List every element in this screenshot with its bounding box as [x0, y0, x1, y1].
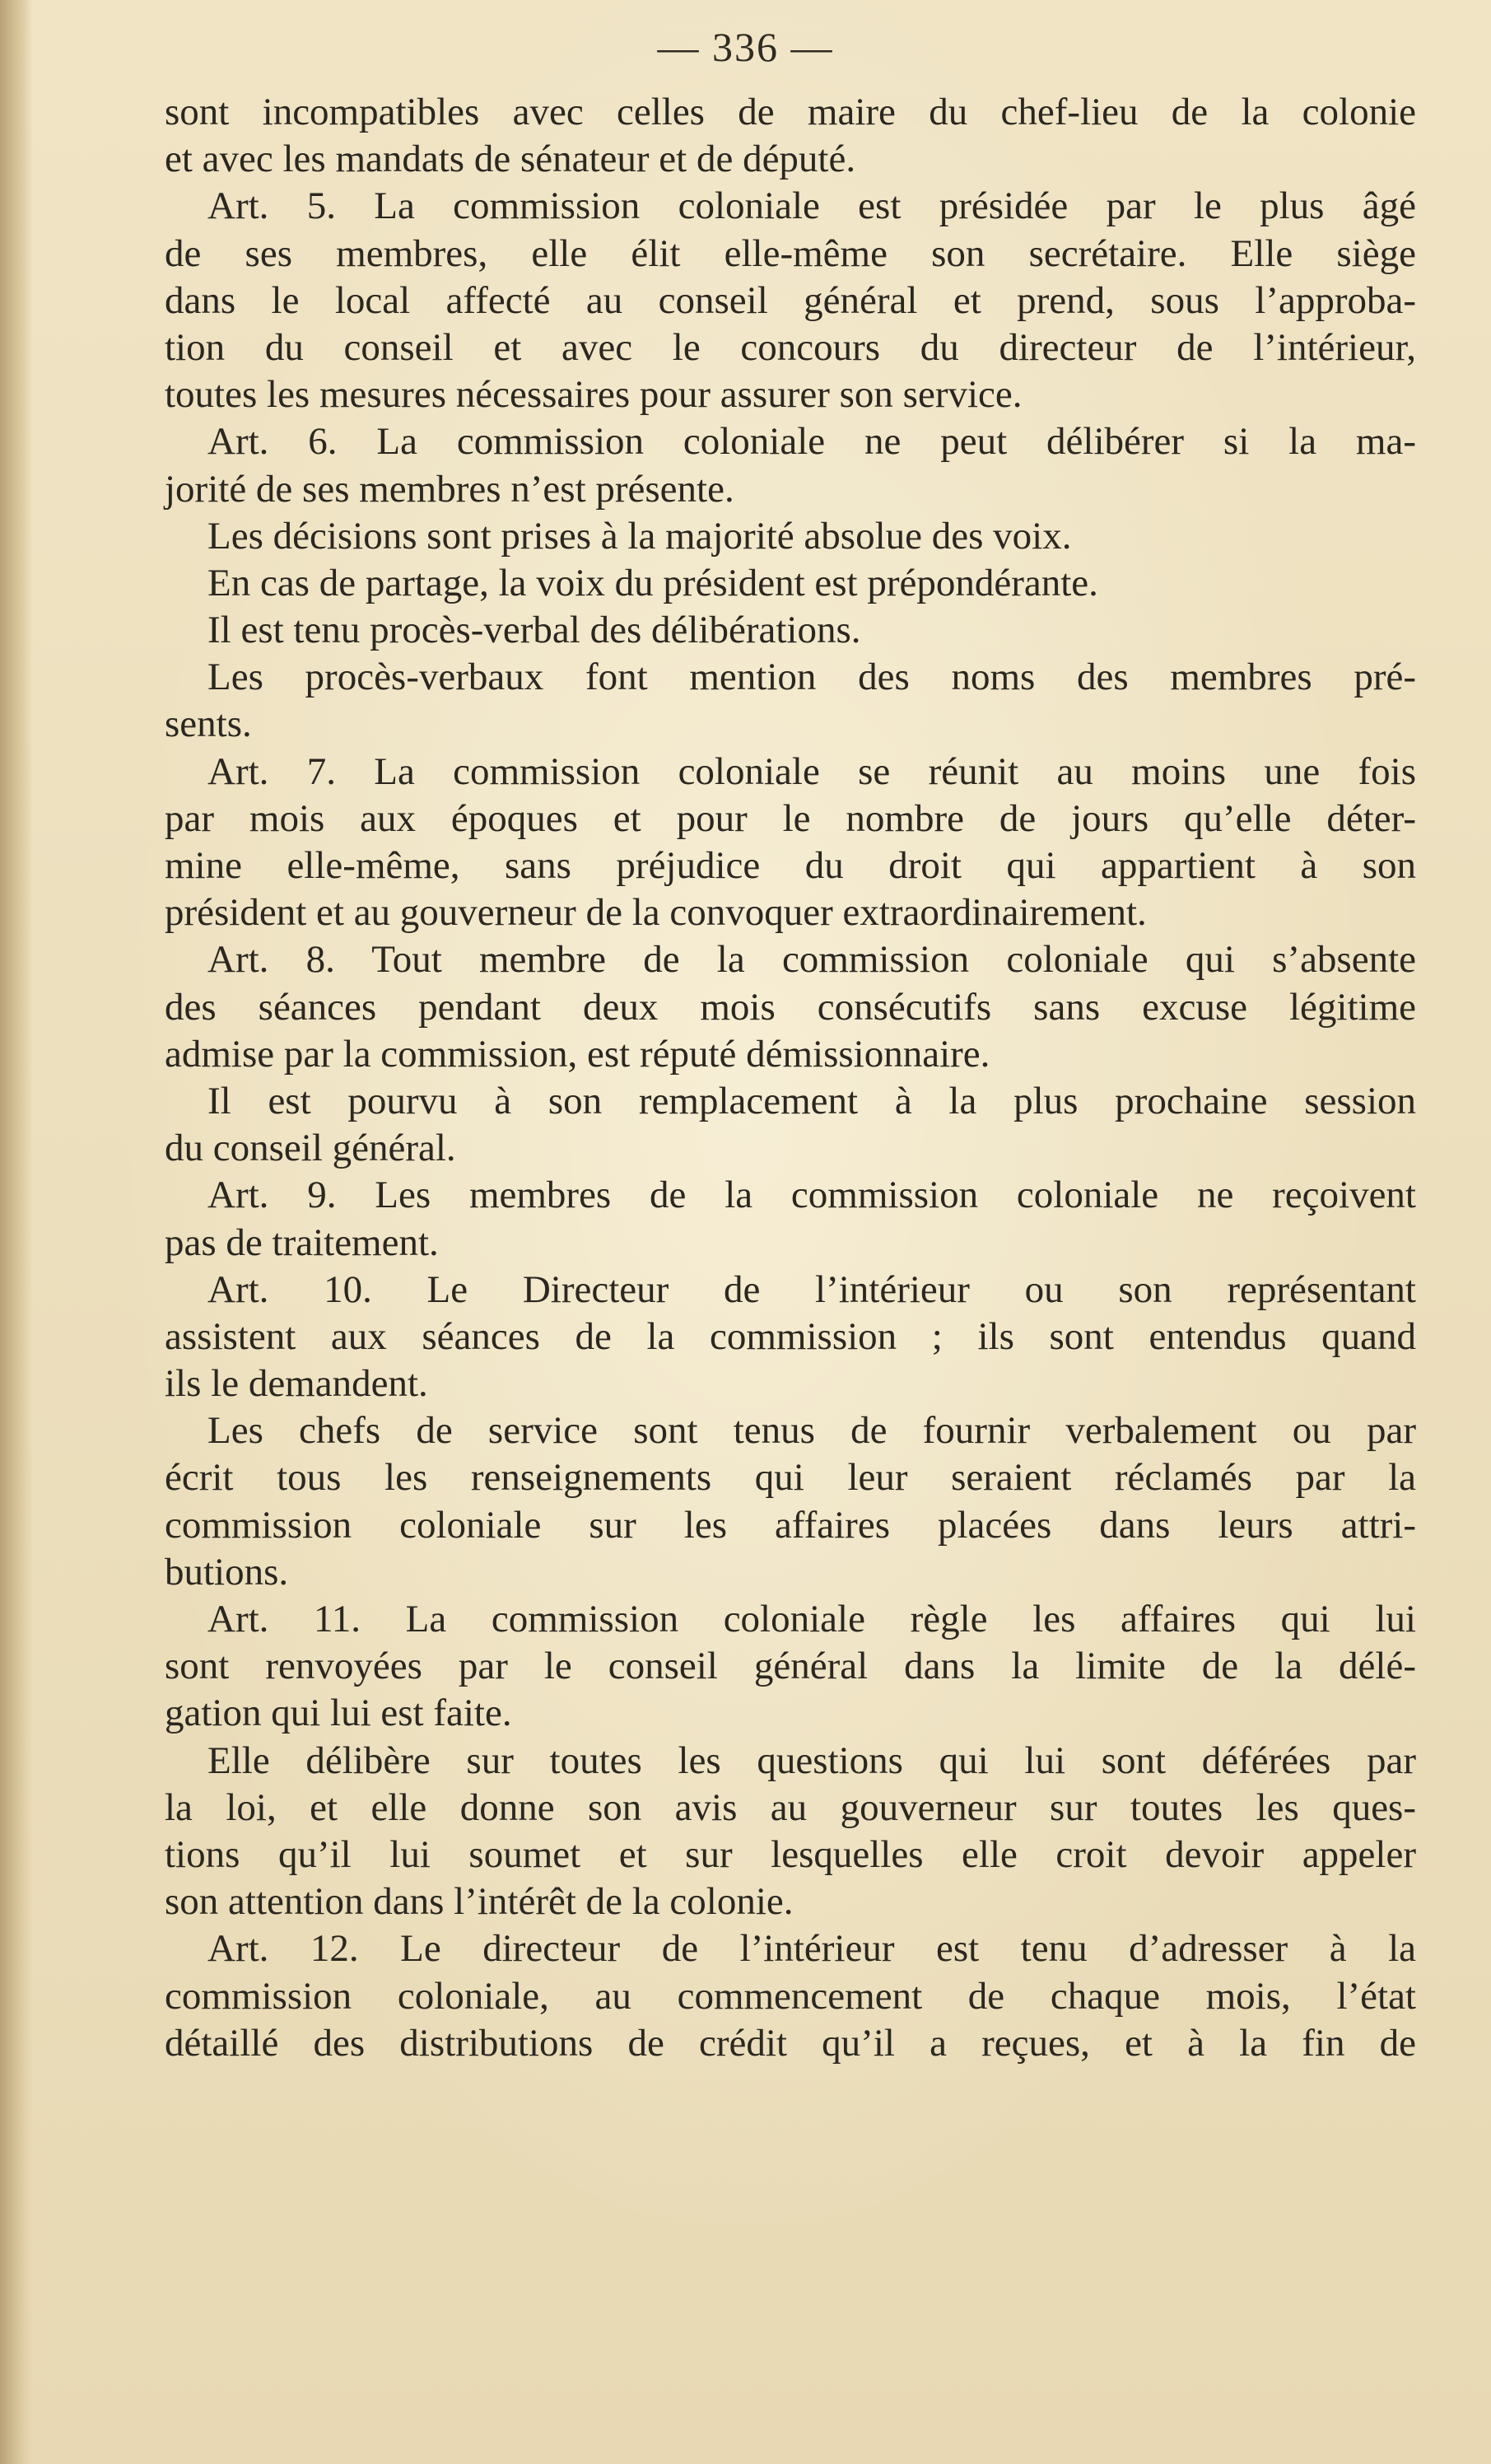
paragraph-start: Les décisions sont prises à la majorité absolue des voix.: [207, 514, 1072, 558]
text-line: par mois aux époques et pour le nombre de jours qu’elle déter-: [165, 796, 1416, 840]
article-5-start: Art. 5. La commission coloniale est présidée par le plus âgé: [207, 184, 1416, 228]
page-binding-edge: [0, 0, 33, 2464]
paragraph-start: Les chefs de service sont tenus de fournir verbalement ou par: [207, 1409, 1416, 1453]
paragraph-start: Les procès-verbaux font mention des noms des membres pré-: [207, 656, 1416, 699]
article-9-start: Art. 9. Les membres de la commission coloniale ne reçoivent: [207, 1174, 1416, 1217]
text-line: tions qu’il lui soumet et sur lesquelles elle croit devoir appeler: [165, 1832, 1416, 1876]
page-number: — 336 —: [657, 24, 834, 70]
article-12-start: Art. 12. Le directeur de l’intérieur est tenu d’adresser à la: [207, 1927, 1416, 1971]
paragraph-start: Il est pourvu à son remplacement à la plus prochaine session: [207, 1079, 1416, 1122]
paragraph-start: Elle délibère sur toutes les questions qui lui sont déférées par: [207, 1738, 1416, 1782]
text-line: la loi, et elle donne son avis au gouverneur sur toutes les ques-: [165, 1785, 1416, 1829]
text-line: pas de traitement.: [165, 1220, 439, 1264]
paragraph-start: Il est tenu procès-verbal des délibérations.: [207, 609, 861, 652]
text-line: gation qui lui est faite.: [165, 1692, 512, 1735]
text-line: butions.: [165, 1550, 289, 1594]
text-line: des séances pendant deux mois consécutifs sans excuse légitime: [165, 985, 1416, 1029]
article-10-start: Art. 10. Le Directeur de l’intérieur ou son représentant: [207, 1267, 1416, 1311]
article-11-start: Art. 11. La commission coloniale règle les affaires qui lui: [207, 1598, 1416, 1640]
body-text: [165, 89, 1416, 2067]
text-line: son attention dans l’intérêt de la colonie.: [165, 1880, 794, 1924]
text-line: président et au gouverneur de la convoquer extraordinairement.: [165, 891, 1147, 935]
text-line: du conseil général.: [165, 1127, 456, 1170]
article-6-start: Art. 6. La commission coloniale ne peut délibérer si la ma-: [207, 420, 1416, 464]
text-line: sont renvoyées par le conseil général dans la limite de la délé-: [165, 1645, 1416, 1688]
text-line: jorité de ses membres n’est présente.: [165, 467, 734, 511]
text-line: mine elle-même, sans préjudice du droit qui appartient à son: [165, 844, 1416, 887]
text-line: admise par la commission, est réputé démissionnaire.: [165, 1032, 990, 1076]
text-line: détaillé des distributions de crédit qu’il a reçues, et à la fin de: [165, 2021, 1416, 2065]
article-8-start: Art. 8. Tout membre de la commission coloniale qui s’absente: [207, 938, 1416, 982]
text-line: sont incompatibles avec celles de maire du chef-lieu de la colonie: [165, 91, 1416, 133]
text-line: commission coloniale, au commencement de chaque mois, l’état: [165, 1974, 1416, 2018]
text-line: sents.: [165, 702, 252, 746]
text-line: commission coloniale sur les affaires placées dans leurs attri-: [165, 1503, 1416, 1547]
text-line: ils le demandent.: [165, 1362, 428, 1406]
text-line: de ses membres, elle élit elle-même son secrétaire. Elle siège: [165, 231, 1416, 275]
text-line: dans le local affecté au conseil général et prend, sous l’approba-: [165, 278, 1416, 322]
article-7-start: Art. 7. La commission coloniale se réunit au moins une fois: [207, 749, 1416, 793]
text-line: toutes les mesures nécessaires pour assurer son service.: [165, 373, 1023, 417]
text-line: tion du conseil et avec le concours du directeur de l’intérieur,: [165, 325, 1416, 369]
text-line: écrit tous les renseignements qui leur seraient réclamés par la: [165, 1456, 1416, 1500]
text-line: assistent aux séances de la commission ; ils sont entendus quand: [165, 1314, 1416, 1358]
paragraph-start: En cas de partage, la voix du président est prépondérante.: [207, 561, 1098, 604]
text-line: et avec les mandats de sénateur et de député.: [165, 138, 856, 181]
